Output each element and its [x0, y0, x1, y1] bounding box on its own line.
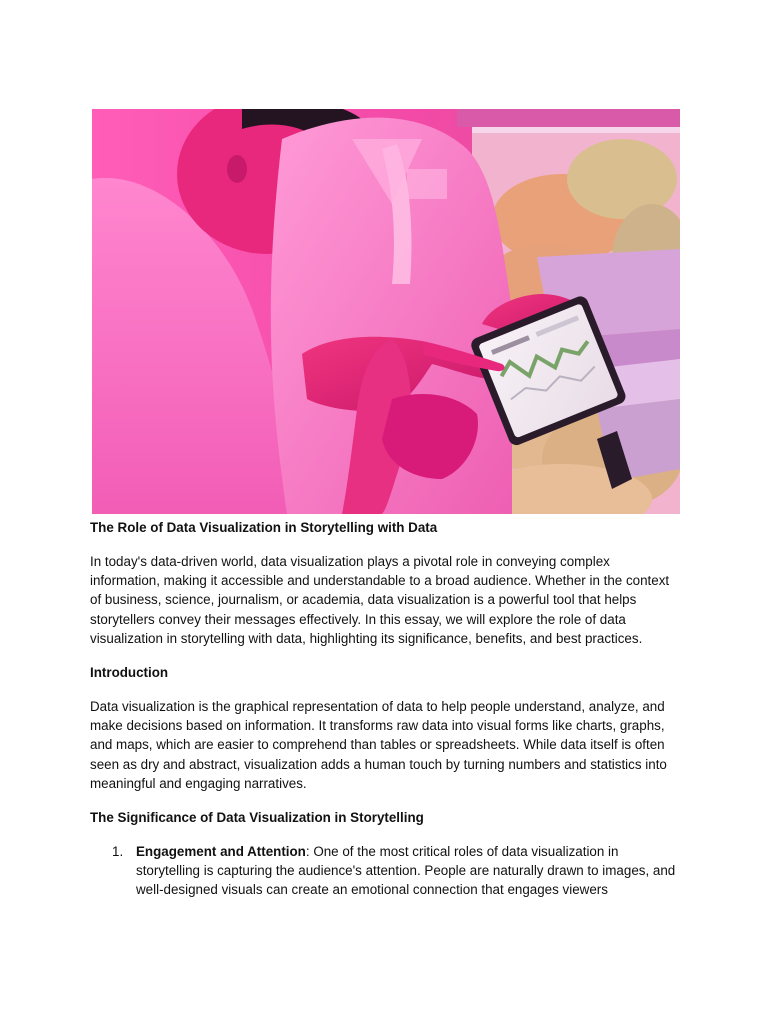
introduction-heading: Introduction [90, 665, 169, 681]
lab-tablet-photo-icon [92, 109, 680, 514]
document-body [90, 518, 680, 900]
document-title: The Role of Data Visualization in Storytelling with Data [90, 520, 438, 535]
list-item-number: 1. [112, 844, 124, 860]
significance-heading: The Significance of Data Visualization in Storytelling [90, 810, 424, 826]
list-item-term: Engagement and Attention [136, 844, 306, 860]
introduction-paragraph: Data visualization is the graphical representation of data to help people understand, analyze, and make decisions based on information. It transforms raw data into visual forms like charts, graphs, and maps, which are easier to comprehend than tables or spreadsheets. While data itself is often seen as dry and abstract, visualization adds a human touch by turning numbers and statistics into meaningful and engaging narratives. [90, 699, 667, 791]
intro-paragraph: In today's data-driven world, data visualization plays a pivotal role in conveying complex information, making it accessible and understandable to a broad audience. Whether in the context of business, science, journalism, or academia, data visualization is a powerful tool that helps storytellers convey their messages effectively. In this essay, we will explore the role of data visualization in storytelling with data, highlighting its significance, benefits, and best practices. [90, 554, 670, 646]
list-item-text: : One of the most critical roles of data visualization in storytelling is capturing the audience's attention. People are naturally drawn to images, and well-designed visuals can create an emotional connection that engages viewers [136, 844, 676, 898]
hero-image [92, 109, 680, 514]
list-item [90, 842, 680, 900]
significance-list [90, 842, 680, 900]
